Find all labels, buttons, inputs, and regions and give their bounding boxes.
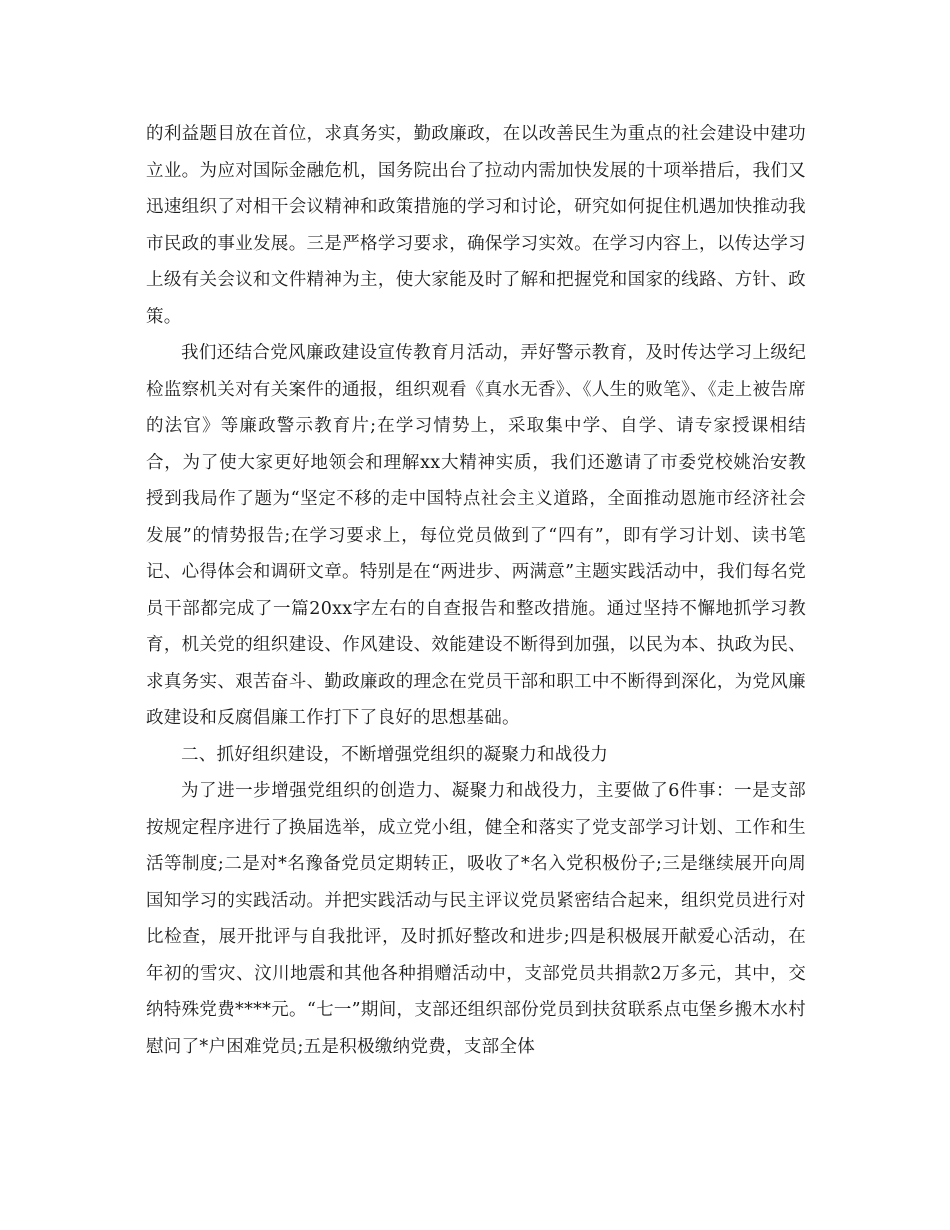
paragraph-3: 为了进一步增强党组织的创造力、凝聚力和战役力，主要做了6件事：一是支部按规定程序进行了换届选举，成立党小组，健全和落实了党支部学习计划、工作和生活等制度;二是对*名豫备党员定期转正，吸收了*名入党积极份子;三是继续展开向周国知学习的实践活动。并把实践活动与民主评议党员紧密结合起来，组织党员进行对比检查，展开批评与自我批评，及时抓好整改和进步;四是积极展开献爱心活动，在年初的雪灾、汶川地震和其他各种捐赠活动中，支部党员共捐款2万多元，其中，交纳特殊党费****元。“七一”期间，支部还组织部份党员到扶贫联系点屯堡乡搬木水村慰问了*户困难党员;五是积极缴纳党费，支部全体: [146, 781, 806, 1057]
section-heading: 二、抓好组织建设，不断增强党组织的凝聚力和战役力: [181, 744, 609, 765]
document-body: [146, 116, 806, 1065]
paragraph-2: 我们还结合党风廉政建设宣传教育月活动，弄好警示教育，及时传达学习上级纪检监察机关对有关案件的通报，组织观看《真水无香》、《人生的败笔》、《走上被告席的法官》等廉政警示教育片;在学习情势上，采取集中学、自学、请专家授课相结合，为了使大家更好地领会和理解xx大精神实质，我们还邀请了市委党校姚治安教授到我局作了题为“坚定不移的走中国特点社会主义道路，全面推动恩施市经济社会发展”的情势报告;在学习要求上，每位党员做到了“四有”，即有学习计划、读书笔记、心得体会和调研文章。特别是在“两进步、两满意”主题实践活动中，我们每名党员干部都完成了一篇20xx字左右的自查报告和整改措施。通过坚持不懈地抓学习教育，机关党的组织建设、作风建设、效能建设不断得到加强，以民为本、执政为民、求真务实、艰苦奋斗、勤政廉政的理念在党员干部和职工中不断得到深化，为党风廉政建设和反腐倡廉工作打下了良好的思想基础。: [146, 343, 806, 728]
paragraph-1: 的利益题目放在首位，求真务实，勤政廉政，在以改善民生为重点的社会建设中建功立业。为应对国际金融危机，国务院出台了拉动内需加快发展的十项举措后，我们又迅速组织了对相干会议精神和政策措施的学习和讨论，研究如何捉住机遇加快推动我市民政的事业发展。三是严格学习要求，确保学习实效。在学习内容上，以传达学习上级有关会议和文件精神为主，使大家能及时了解和把握党和国家的线路、方针、政策。: [146, 124, 806, 327]
